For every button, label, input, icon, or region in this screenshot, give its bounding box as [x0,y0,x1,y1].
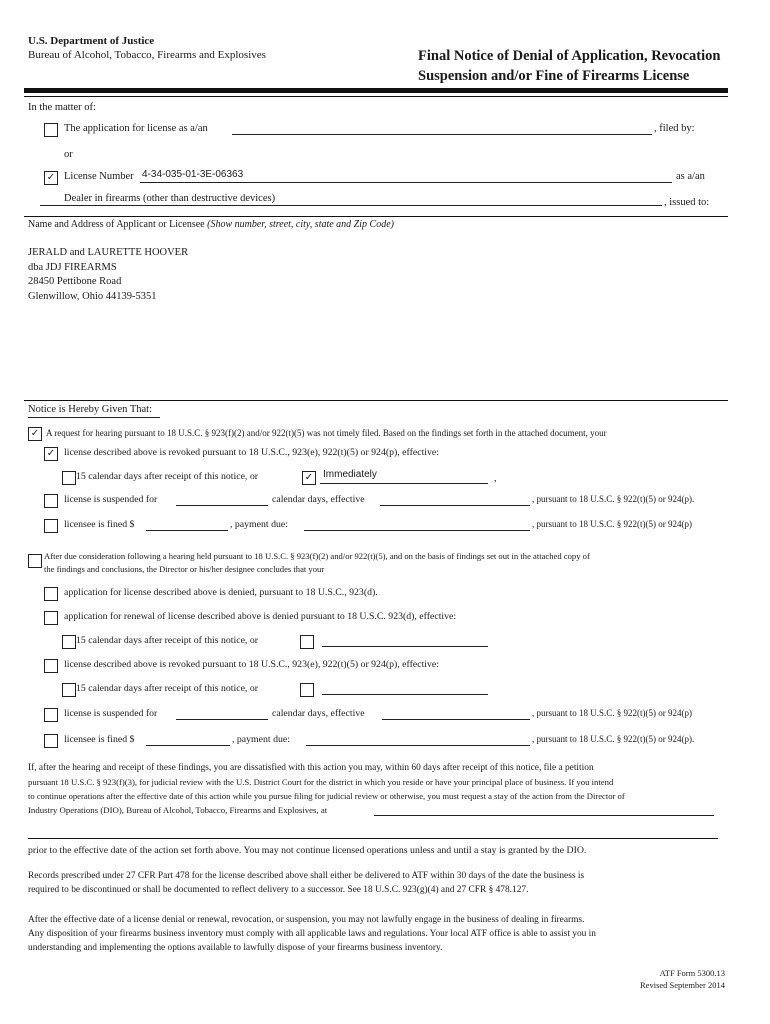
license-number-line [140,182,672,183]
application-type-field[interactable] [232,134,652,135]
judicial-review-line: If, after the hearing and receipt of these findings, you are dissatisfied with this action you may, within 60 days after receipt of this notice, file a petition [28,763,594,773]
disposition-line: After the effective date of a license denial or renewal, revocation, or suspension, you may not lawfully engage in the business of dealing in firearms. [28,915,585,925]
revoked-text: license described above is revoked pursuant to 18 U.S.C., 923(e), 922(t)(5) or 924(p), effective: [64,447,439,458]
divider [24,216,728,217]
judicial-review-line: pursuant 18 U.S.C. § 923(f)(3), for judicial review with the U.S. District Court for the district in which you reside or have your principal place of business. If you intend [28,777,614,787]
license-number-checkbox[interactable]: ✓ [44,171,58,185]
disposition-line: Any disposition of your firearms business inventory must comply with all applicable laws and regulations. Your local ATF office is able to assist you in [28,929,596,939]
form-revision: Revised September 2014 [640,980,725,990]
fine-amount-field[interactable] [146,530,228,531]
judicial-review-line: Industry Operations (DIO), Bureau of Alcohol, Tobacco, Firearms and Explosives, at [28,805,328,815]
revoked-text: license described above is revoked pursuant to 18 U.S.C., 923(e), 922(t)(5) or 924(p), effective: [64,659,439,670]
suspended-effective-field[interactable] [382,719,530,720]
effective-date-field[interactable] [322,694,488,695]
revoked-checkbox[interactable] [44,659,58,673]
form-number: ATF Form 5300.13 [659,968,725,978]
address-block[interactable] [28,246,188,304]
payment-due-field[interactable] [306,745,530,746]
suspended-days-field[interactable] [176,719,268,720]
calendar-days-text: calendar days, effective [272,708,365,719]
effective-date-line [320,483,488,484]
after-hearing-checkbox[interactable] [28,554,42,568]
effective-date-field[interactable] [322,646,488,647]
as-a-an-label: as a/an [676,171,705,182]
fifteen-days-checkbox[interactable] [62,683,76,697]
immediately-checkbox[interactable]: ✓ [302,471,316,485]
license-number-label: License Number [64,171,134,182]
effective-date-checkbox[interactable] [300,635,314,649]
after-hearing-line2: the findings and conclusions, the Director or his/her designee concludes that your [44,564,325,574]
bureau-name: Bureau of Alcohol, Tobacco, Firearms and Explosives [28,49,266,61]
license-type-line [40,205,662,206]
fine-amount-field[interactable] [146,745,230,746]
form-title-line2: Suspension and/or Fine of Firearms License [418,68,690,84]
effective-date-field[interactable]: Immediately [323,469,377,480]
payment-due-field[interactable] [304,530,530,531]
fined-checkbox[interactable] [44,519,58,533]
records-paragraph [28,869,584,897]
fifteen-days-checkbox[interactable] [62,635,76,649]
records-line: required to be discontinued or shall be documented to reflect delivery to a successor. See 18 U.S.C. 923(g)(4) and 27 CFR § 478.127. [28,885,529,895]
dio-address-line2 [28,838,718,839]
fifteen-days-text: 15 calendar days after receipt of this notice, or [76,683,258,694]
suspended-effective-field[interactable] [380,505,530,506]
disposition-line: understanding and implementing the options available to lawfully dispose of your firearms business inventory. [28,943,443,953]
pursuant-text: , pursuant to 18 U.S.C. § 922(t)(5) or 924(p). [532,494,695,504]
address-line: 28450 Pettibone Road [28,276,122,287]
issued-to-label: , issued to: [664,197,710,208]
suspended-checkbox[interactable] [44,494,58,508]
payment-due-text: , payment due: [230,519,288,530]
header-thin-rule [24,96,728,97]
fifteen-days-text: 15 calendar days after receipt of this notice, or [76,471,258,482]
header-thick-rule [24,88,728,93]
effective-date-checkbox[interactable] [300,683,314,697]
address-line: JERALD and LAURETTE HOOVER [28,247,189,258]
application-label: The application for license as a/an [64,123,208,134]
application-checkbox[interactable] [44,123,58,137]
judicial-review-line: to continue operations after the effective date of this action while you pursue filing for judicial review or otherwise, you must request a stay of the action from the Director of [28,791,625,801]
matter-label: In the matter of: [28,102,96,113]
address-line: dba JDJ FIREARMS [28,261,117,273]
dio-address-field[interactable] [374,815,714,816]
fined-text: licensee is fined $ [64,519,135,530]
form-title [418,46,720,86]
license-type-field[interactable]: Dealer in firearms (other than destructive devices) [64,193,276,204]
agency-name: U.S. Department of Justice [28,35,155,47]
calendar-days-text: calendar days, effective [272,494,365,505]
revoked-checkbox[interactable]: ✓ [44,447,58,461]
disposition-paragraph [28,913,596,955]
denied-checkbox[interactable] [44,587,58,601]
pursuant-text: , pursuant to 18 U.S.C. § 922(t)(5) or 924(p). [532,734,695,744]
suspended-text: license is suspended for [64,494,158,505]
stay-notice: prior to the effective date of the action set forth above. You may not continue licensed operations unless and until a stay is granted by the DIO. [28,845,587,856]
form-title-line1: Final Notice of Denial of Application, Revocation [418,48,721,64]
renewal-denied-text: application for renewal of license described above is denied pursuant to 18 U.S.C. 923(d), effective: [64,611,457,622]
notice-label: Notice is Hereby Given That: [28,404,153,415]
fifteen-days-text: 15 calendar days after receipt of this notice, or [76,635,258,646]
pursuant-text: , pursuant to 18 U.S.C. § 922(t)(5) or 924(p) [532,708,692,718]
notice-underline [28,417,160,418]
filed-by-label: , filed by: [654,123,695,134]
license-number-field[interactable]: 4-34-035-01-3E-06363 [142,169,244,180]
fined-checkbox[interactable] [44,734,58,748]
after-hearing-line1: After due consideration following a hearing held pursuant to 18 U.S.C. § 923(f)(2) and/or 922(t)(5), and on the basis of findings set out in the attached copy of [44,551,590,561]
suspended-checkbox[interactable] [44,708,58,722]
name-address-label: Name and Address of Applicant or Licensee (Show number, street, city, state and Zip Code) [28,219,394,230]
suspended-days-field[interactable] [176,505,268,506]
records-line: Records prescribed under 27 CFR Part 478 for the license described above shall either be delivered to ATF within 30 days of the date the business is [28,871,585,881]
payment-due-text: , payment due: [232,734,290,745]
judicial-review-paragraph [28,761,625,817]
fifteen-days-checkbox[interactable] [62,471,76,485]
hearing-not-filed-checkbox[interactable]: ✓ [28,427,42,441]
divider [24,400,728,401]
suspended-text: license is suspended for [64,708,158,719]
comma: , [494,473,497,484]
fined-text: licensee is fined $ [64,734,135,745]
renewal-denied-checkbox[interactable] [44,611,58,625]
address-line: Glenwillow, Ohio 44139-5351 [28,290,157,302]
hearing-not-filed-text: A request for hearing pursuant to 18 U.S.C. § 923(f)(2) and/or 922(t)(5) was not timely filed. Based on the findings set forth in the attached document, your [46,428,607,438]
pursuant-text: , pursuant to 18 U.S.C. § 922(t)(5) or 924(p) [532,519,692,529]
or-label: or [64,149,73,160]
denied-text: application for license described above is denied, pursuant to 18 U.S.C., 923(d). [64,587,378,598]
